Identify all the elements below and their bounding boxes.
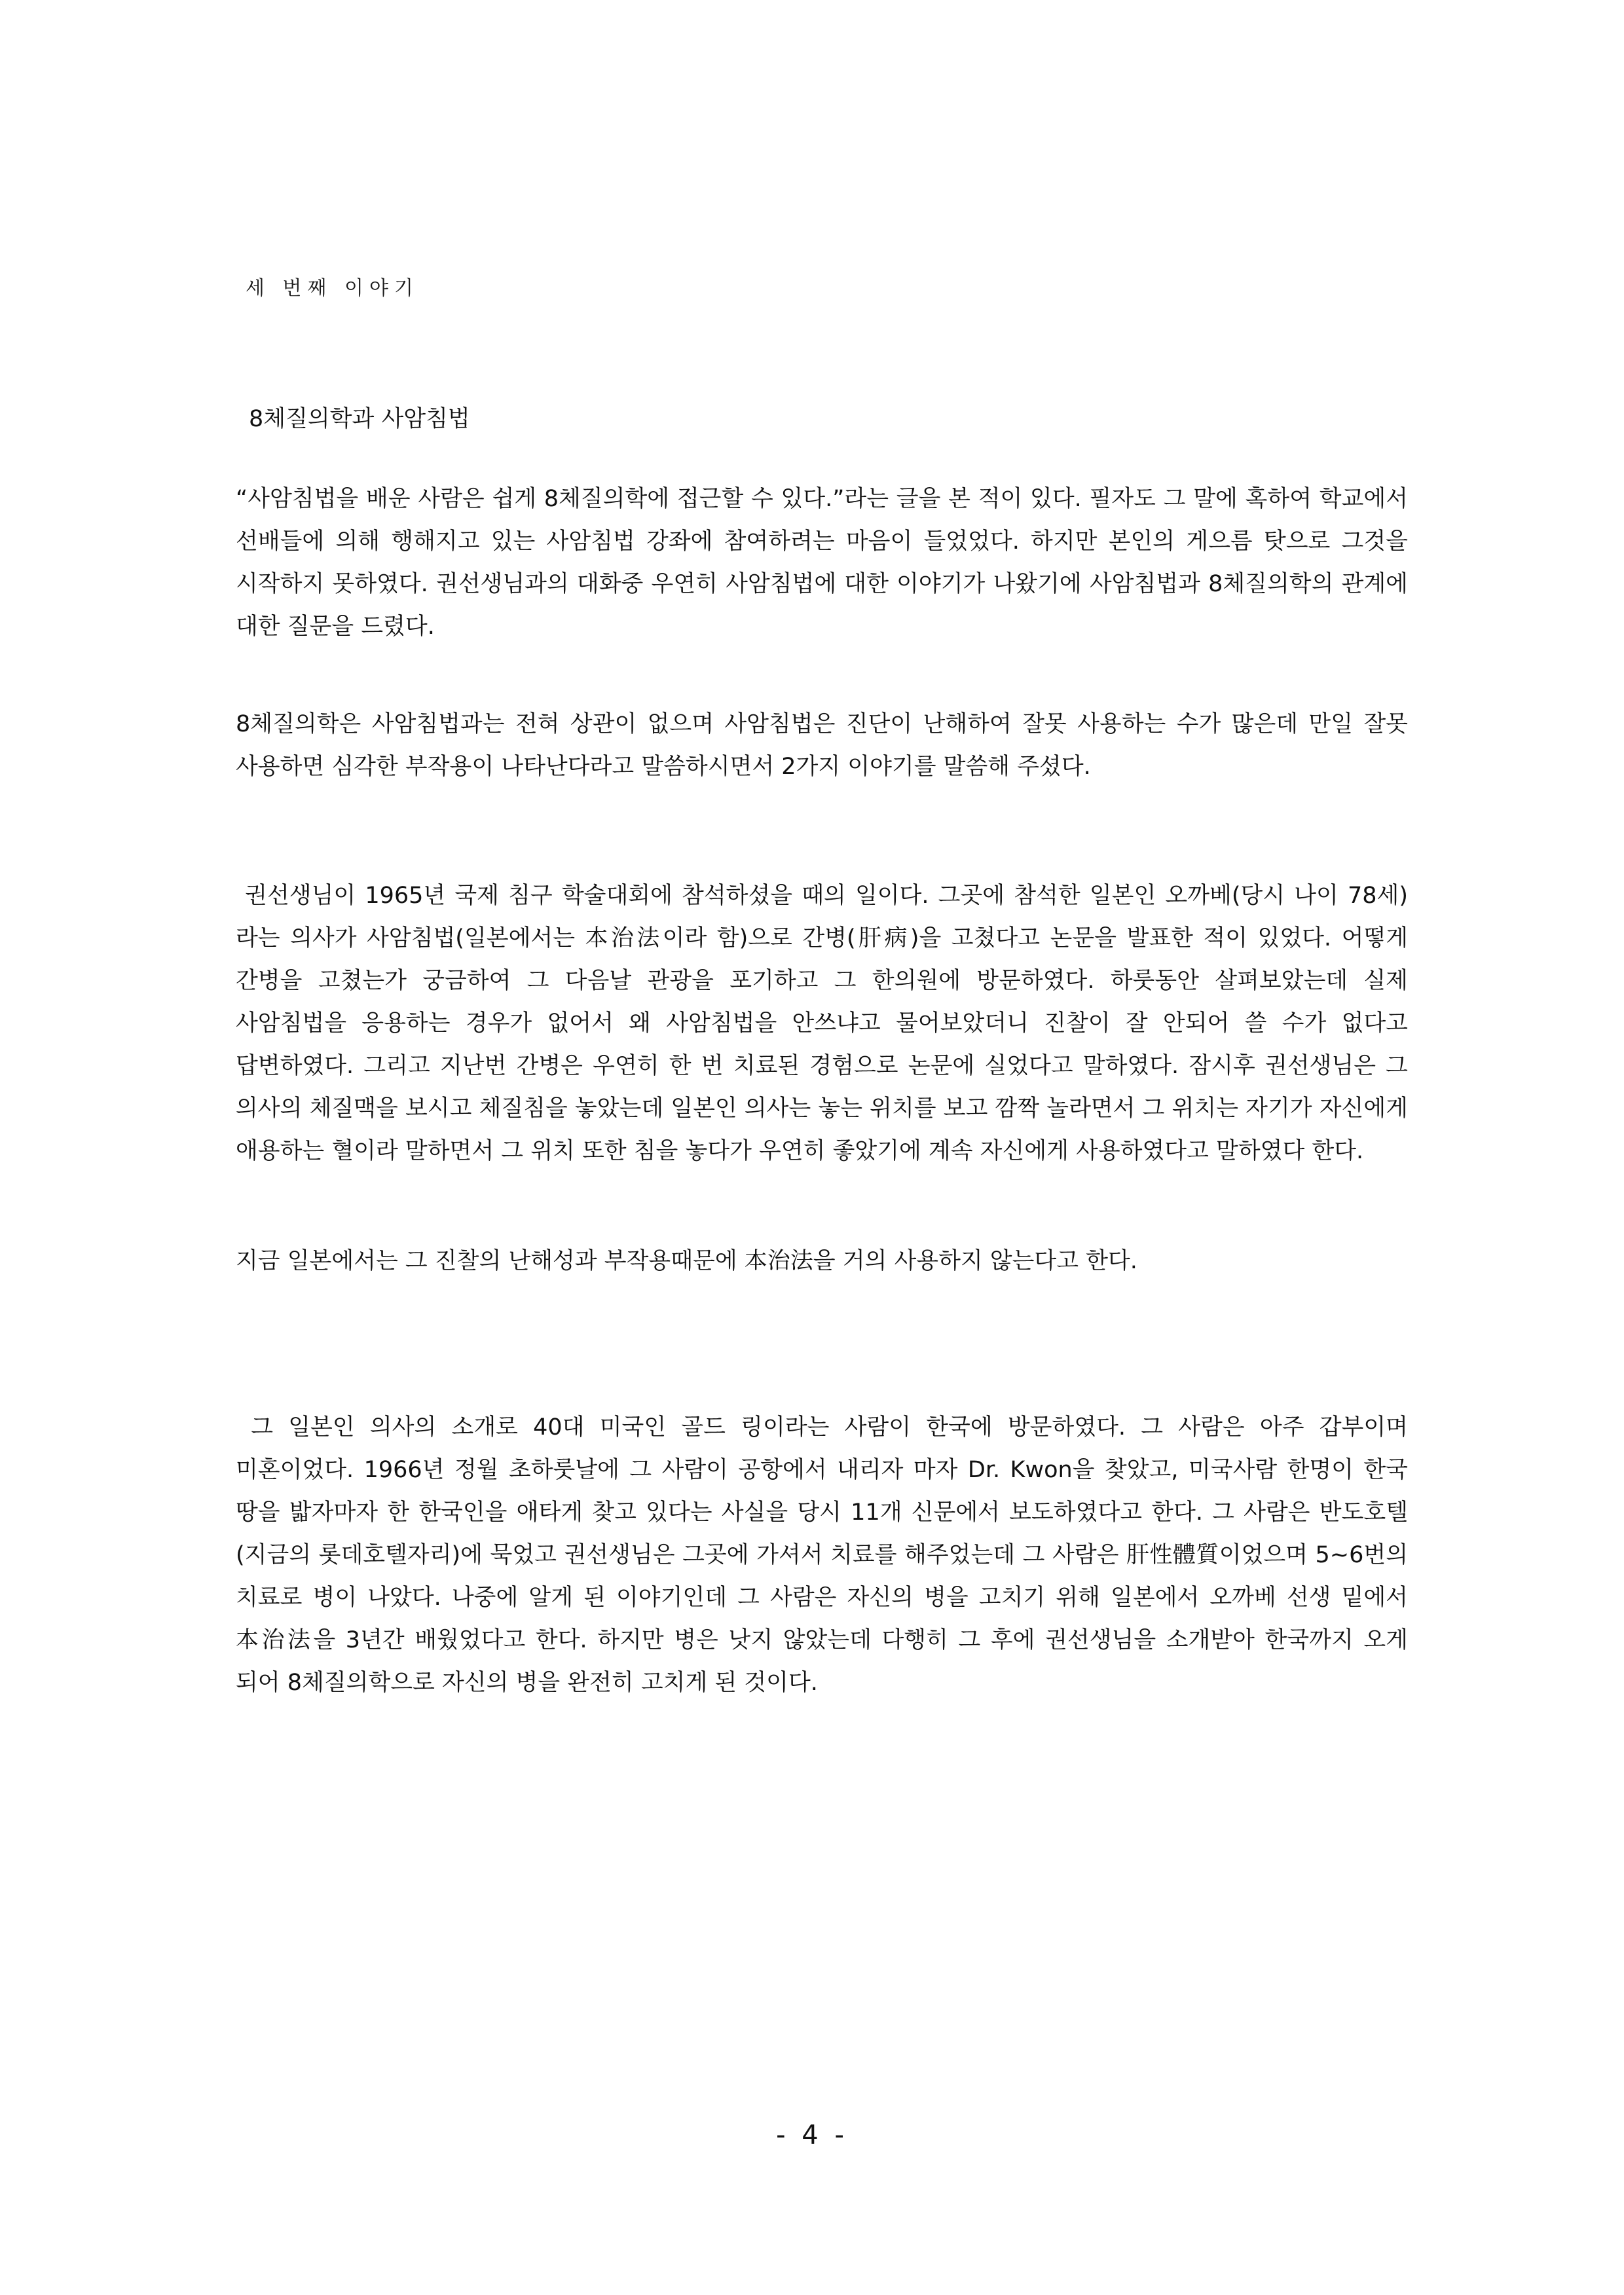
section-heading: 세 번째 이야기	[246, 277, 419, 300]
paragraph-answer: 8체질의학은 사암침법과는 전혀 상관이 없으며 사암침법은 진단이 난해하여 잘못 사용하는 수가 많은데 만일 잘못 사용하면 심각한 부작용이 나타난다라고 말씀하시면서 2가지 이야기를 말씀해 주셨다.	[236, 711, 1408, 780]
article-title: 8체질의학과 사암침법	[249, 406, 470, 432]
paragraph-story-one-note: 지금 일본에서는 그 진찰의 난해성과 부작용때문에 本治法을 거의 사용하지 않는다고 한다.	[236, 1248, 1137, 1274]
paragraph-story-two: 그 일본인 의사의 소개로 40대 미국인 골드 링이라는 사람이 한국에 방문하였다. 그 사람은 아주 갑부이며 미혼이었다. 1966년 정월 초하룻날에 그 사람이 공항에서 내리자 마자 Dr. Kwon을 찾았고, 미국사람 한명이 한국 땅을 밟자마자 한 한국인을 애타게 찾고 있다는 사실을 당시 11개 신문에서 보도하였다고 한다. 그 사람은 반도호텔(지금의 롯데호텔자리)에 묵었고 권선생님은 그곳에 가셔서 치료를 해주었는데 그 사람은 肝性體質이었으며 5~6번의 치료로 병이 나았다. 나중에 알게 된 이야기인데 그 사람은 자신의 병을 고치기 위해 일본에서 오까베 선생 밑에서 本治法을 3년간 배웠었다고 한다. 하지만 병은 낫지 않았는데 다행히 그 후에 권선생님을 소개받아 한국까지 오게 되어 8체질의학으로 자신의 병을 완전히 고치게 된 것이다.	[236, 1414, 1416, 1696]
paragraph-intro: “사암침법을 배운 사람은 쉽게 8체질의학에 접근할 수 있다.”라는 글을 본 적이 있다. 필자도 그 말에 혹하여 학교에서 선배들에 의해 행해지고 있는 사암침법 강좌에 참여하려는 마음이 들었었다. 하지만 본인의 게으름 탓으로 그것을 시작하지 못하였다. 권선생님과의 대화중 우연히 사암침법에 대한 이야기가 나왔기에 사암침법과 8체질의학의 관계에 대한 질문을 드렸다.	[236, 486, 1408, 640]
page-number: - 4 -	[776, 2120, 848, 2150]
paragraph-story-one: 권선생님이 1965년 국제 침구 학술대회에 참석하셨을 때의 일이다. 그곳에 참석한 일본인 오까베(당시 나이 78세)라는 의사가 사암침법(일본에서는 本治法이라 함)으로 간병(肝病)을 고쳤다고 논문을 발표한 적이 있었다. 어떻게 간병을 고쳤는가 궁금하여 그 다음날 관광을 포기하고 그 한의원에 방문하였다. 하룻동안 살펴보았는데 실제 사암침법을 응용하는 경우가 없어서 왜 사암침법을 안쓰냐고 물어보았더니 진찰이 잘 안되어 쓸 수가 없다고 답변하였다. 그리고 지난번 간병은 우연히 한 번 치료된 경험으로 논문에 실었다고 말하였다. 잠시후 권선생님은 그 의사의 체질맥을 보시고 체질침을 놓았는데 일본인 의사는 놓는 위치를 보고 깜짝 놀라면서 그 위치는 자기가 자신에게 애용하는 혈이라 말하면서 그 위치 또한 침을 놓다가 우연히 좋았기에 계속 자신에게 사용하였다고 말하였다 한다.	[236, 883, 1416, 1164]
